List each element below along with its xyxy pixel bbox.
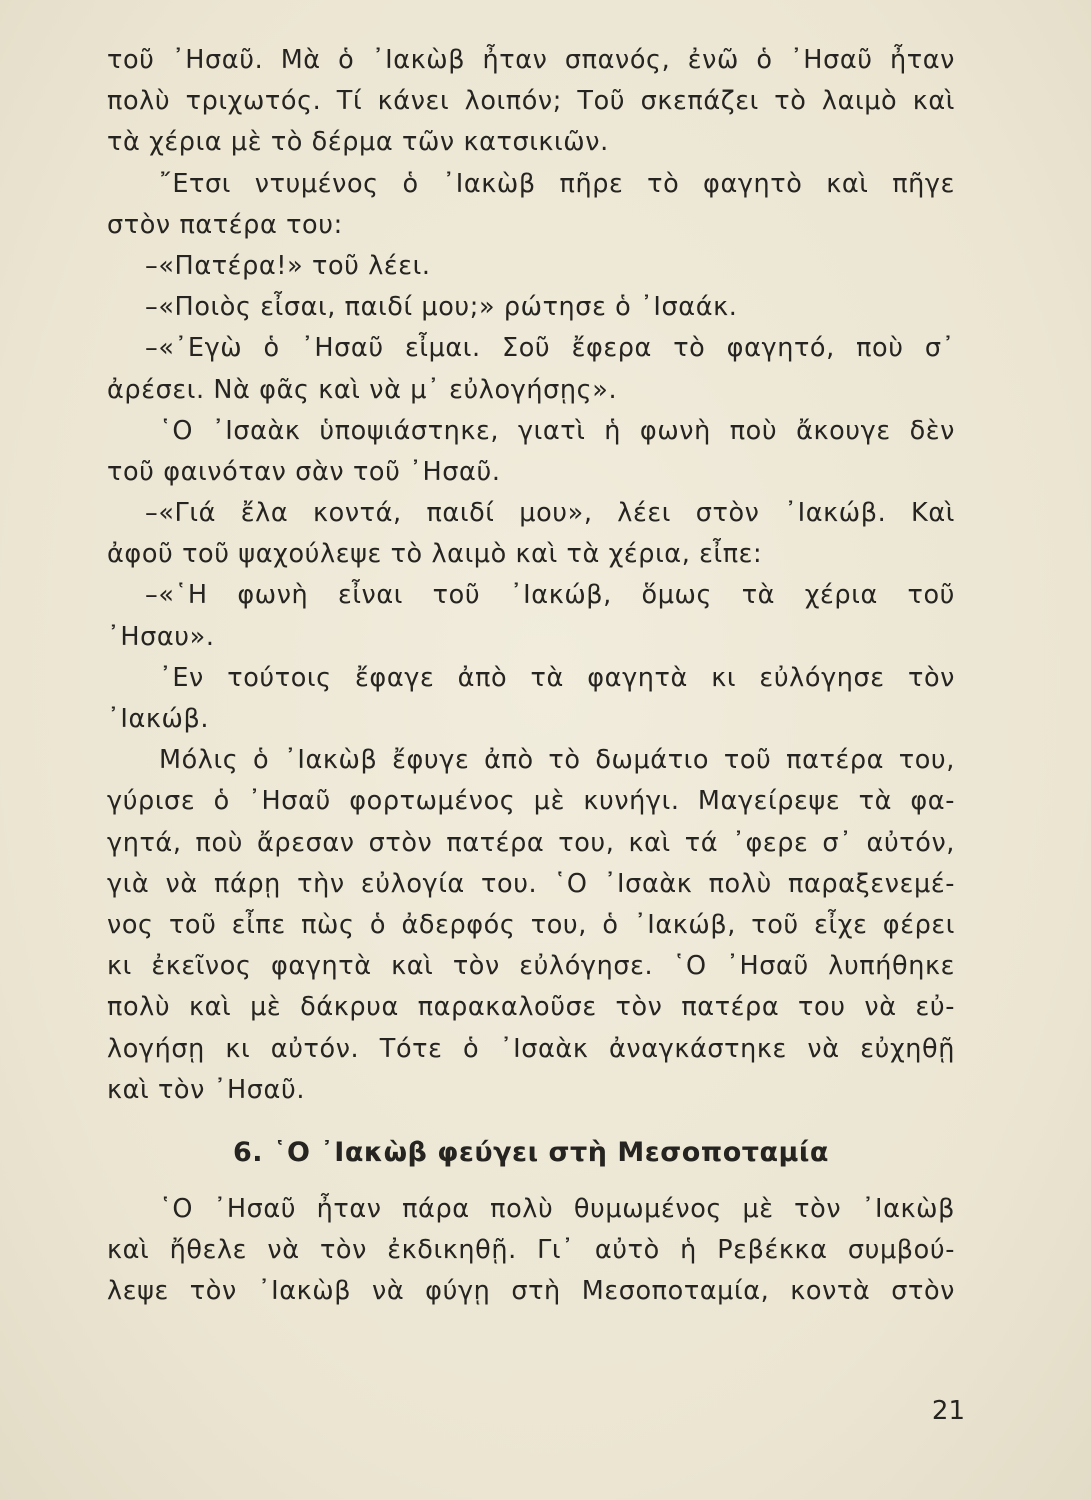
text-line: ᾿Εν τούτοις ἔφαγε ἀπὸ τὰ φαγητὰ κι εὐλόγησε τὸν	[159, 662, 955, 693]
text-column	[107, 40, 955, 1312]
text-line: γητά, ποὺ ἄρεσαν στὸν πατέρα του, καὶ τά ᾿φερε σ᾿ αὐτόν,	[107, 827, 955, 858]
text-line: πολὺ τριχωτός. Τί κάνει λοιπόν; Τοῦ σκεπάζει τὸ λαιμὸ καὶ	[107, 86, 955, 117]
text-line: κι ἐκεῖνος φαγητὰ καὶ τὸν εὐλόγησε. ῾Ο ᾿Ησαῦ λυπήθηκε	[107, 951, 955, 982]
text-line: πολὺ καὶ μὲ δάκρυα παρακαλοῦσε τὸν πατέρα του νὰ εὐ-	[107, 992, 955, 1023]
text-line: λεψε τὸν ᾿Ιακὼβ νὰ φύγῃ στὴ Μεσοποταμία, κοντὰ στὸν	[107, 1276, 955, 1307]
text-line: –«Ποιὸς εἶσαι, παιδί μου;» ρώτησε ὁ ᾿Ισαάκ.	[145, 292, 738, 323]
text-line: τοῦ ᾿Ησαῦ. Μὰ ὁ ᾿Ιακὼβ ἦταν σπανός, ἐνῶ ὁ ᾿Ησαῦ ἦταν	[107, 45, 955, 75]
text-line: γιὰ νὰ πάρῃ τὴν εὐλογία του. ῾Ο ᾿Ισαὰκ πολὺ παραξενεμέ-	[107, 868, 955, 899]
text-line: καὶ τὸν ᾿Ησαῦ.	[107, 1074, 306, 1105]
text-line: ἀρέσει. Νὰ φᾶς καὶ νὰ μ᾿ εὐλογήσῃς».	[107, 374, 618, 405]
text-line: ῎Ετσι ντυμένος ὁ ᾿Ιακὼβ πῆρε τὸ φαγητὸ καὶ πῆγε	[159, 168, 955, 199]
text-line: νος τοῦ εἶπε πὼς ὁ ἀδερφός του, ὁ ᾿Ιακώβ, τοῦ εἶχε φέρει	[107, 909, 955, 940]
text-line: –«῾Η φωνὴ εἶναι τοῦ ᾿Ιακώβ, ὅμως τὰ χέρια τοῦ	[145, 580, 955, 611]
text-line: γύρισε ὁ ᾿Ησαῦ φορτωμένος μὲ κυνήγι. Μαγείρεψε τὰ φα-	[107, 786, 955, 817]
text-line: στὸν πατέρα του:	[107, 209, 343, 240]
text-line: Μόλις ὁ ᾿Ιακὼβ ἔφυγε ἀπὸ τὸ δωμάτιο τοῦ πατέρα του,	[159, 745, 955, 776]
text-line: ᾿Ησαυ».	[107, 621, 215, 652]
text-line: λογήσῃ κι αὐτόν. Τότε ὁ ᾿Ισαὰκ ἀναγκάστηκε νὰ εὐχηθῇ	[107, 1033, 955, 1064]
text-line: ἀφοῦ τοῦ ψαχούλεψε τὸ λαιμὸ καὶ τὰ χέρια, εἶπε:	[107, 539, 763, 570]
section-heading: 6. ῾Ο ᾿Ιακὼβ φεύγει στὴ Μεσοποταμία	[233, 1136, 829, 1168]
text-line: καὶ ἤθελε νὰ τὸν ἐκδικηθῇ. Γι᾿ αὐτὸ ἡ Ρεβέκκα συμβού-	[107, 1235, 955, 1266]
text-line: ῾Ο ᾿Ισαὰκ ὑποψιάστηκε, γιατὶ ἡ φωνὴ ποὺ ἄκουγε δὲν	[159, 415, 955, 446]
text-line: –«Γιά ἔλα κοντά, παιδί μου», λέει στὸν ᾿Ιακώβ. Καὶ	[145, 498, 955, 529]
text-line: –«Πατέρα!» τοῦ λέει.	[145, 250, 431, 281]
text-line: ᾿Ιακώβ.	[107, 704, 210, 734]
text-line: τὰ χέρια μὲ τὸ δέρμα τῶν κατσικιῶν.	[107, 127, 609, 158]
page-number: 21	[931, 1396, 965, 1426]
text-line: ῾Ο ᾿Ησαῦ ἦταν πάρα πολὺ θυμωμένος μὲ τὸν ᾿Ιακὼβ	[159, 1193, 955, 1224]
text-line: –«᾿Εγὼ ὁ ᾿Ησαῦ εἶμαι. Σοῦ ἔφερα τὸ φαγητό, ποὺ σ᾿	[145, 333, 955, 364]
text-line: τοῦ φαινόταν σὰν τοῦ ᾿Ησαῦ.	[107, 456, 501, 487]
